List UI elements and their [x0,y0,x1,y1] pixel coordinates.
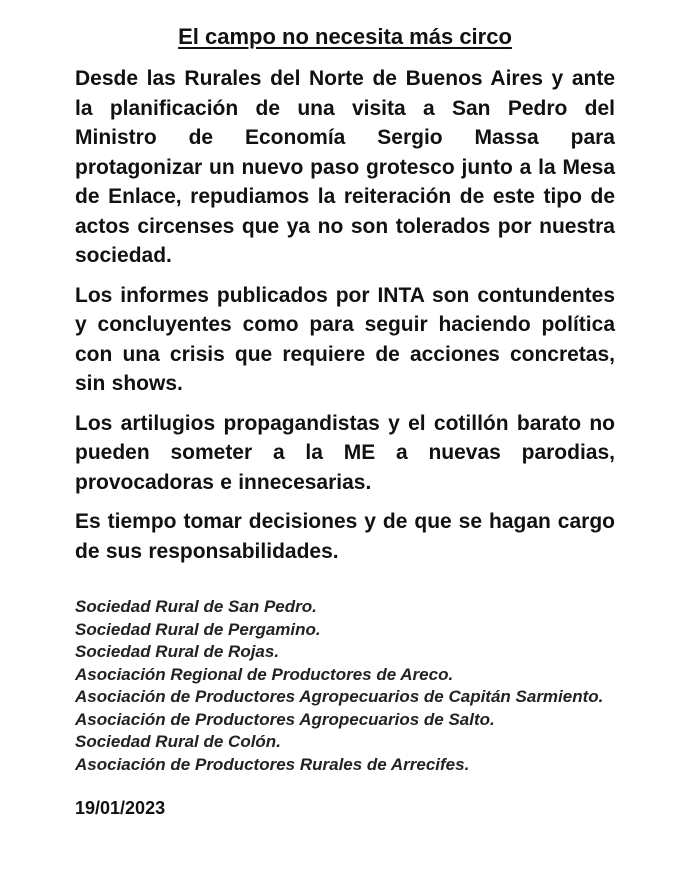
signatory: Sociedad Rural de Rojas. [75,642,280,661]
paragraph: Desde las Rurales del Norte de Buenos Aires y ante la planificación de una visita a San Pedro del Ministro de Economía Sergio Massa para protagonizar un nuevo paso grotesco junto a la Mesa de Enlace, repudiamos la reiteración de este tipo de actos circenses que ya no son tolerados por nuestra sociedad. [75,67,615,267]
signatories-list [75,596,615,776]
signatory: Sociedad Rural de San Pedro. [75,597,317,616]
document-date: 19/01/2023 [75,798,166,818]
signatory: Asociación de Productores Rurales de Arrecifes. [75,754,470,774]
signatory: Sociedad Rural de Colón. [75,732,281,751]
signatory: Sociedad Rural de Pergamino. [75,619,321,639]
signatory: Asociación Regional de Productores de Areco. [75,664,454,684]
document-title: El campo no necesita más circo [178,24,512,49]
signatory: Asociación de Productores Agropecuarios de Capitán Sarmiento. [75,687,604,706]
paragraph: Los informes publicados por INTA son contundentes y concluyentes como para seguir haciendo política con una crisis que requiere de acciones concretas, sin shows. [75,283,615,395]
document [75,22,615,820]
signatory: Asociación de Productores Agropecuarios de Salto. [75,709,495,729]
paragraph: Los artilugios propagandistas y el cotillón barato no pueden someter a la ME a nuevas parodias, provocadoras e innecesarias. [75,411,615,494]
paragraph: Es tiempo tomar decisiones y de que se hagan cargo de sus responsabilidades. [75,510,615,563]
